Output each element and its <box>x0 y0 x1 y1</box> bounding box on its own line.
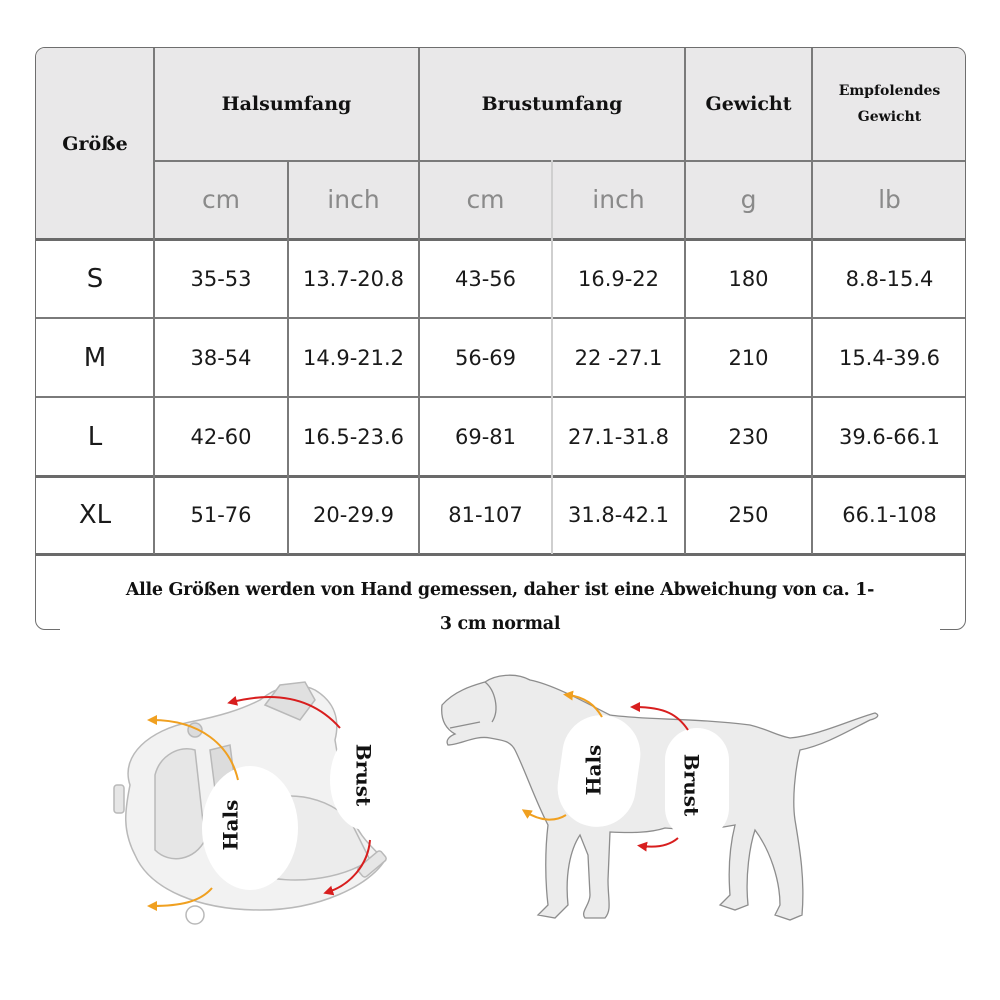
table-row-s-size <box>36 239 154 318</box>
size-label: XL <box>78 500 112 530</box>
neck-inch-value: 16.5-23.6 <box>302 424 405 449</box>
neck-cm-value: 51-76 <box>190 503 252 527</box>
cell <box>154 239 288 318</box>
unit-label: cm <box>466 185 505 214</box>
chest-inch-value: 31.8-42.1 <box>567 503 670 527</box>
chest-cm-value: 69-81 <box>454 424 517 449</box>
chest-cm-value: 56-69 <box>454 345 517 370</box>
header-weight-label: Gewicht <box>705 93 792 115</box>
table-row-l-size <box>36 397 154 476</box>
measurement-note <box>60 573 940 641</box>
header-chest <box>419 48 685 160</box>
cell <box>812 239 966 318</box>
chest-inch-value: 16.9-22 <box>577 266 660 291</box>
cell <box>552 476 685 554</box>
recommended-value: 39.6-66.1 <box>838 424 941 449</box>
header-recommended-line2: Gewicht <box>857 109 922 125</box>
dog-chest-label: Brust <box>679 753 704 817</box>
unit-label: lb <box>878 185 901 214</box>
dog-outline <box>442 675 878 920</box>
cell <box>288 397 419 476</box>
unit-label: g <box>740 185 757 214</box>
harness-chest-label: Brust <box>351 743 376 807</box>
chest-inch-value: 27.1-31.8 <box>567 424 670 449</box>
header-weight <box>685 48 812 160</box>
neck-label-bubble <box>202 766 298 890</box>
weight-value: 210 <box>728 345 769 370</box>
header-chest-label: Brustumfang <box>481 93 623 115</box>
cell <box>685 476 812 554</box>
dog-neck-label: Hals <box>581 744 606 796</box>
weight-value: 250 <box>728 503 769 527</box>
cell <box>288 239 419 318</box>
recommended-value: 15.4-39.6 <box>838 345 941 370</box>
divider <box>36 396 966 398</box>
divider <box>811 48 813 554</box>
divider <box>551 160 553 554</box>
unit-recommended-lb <box>812 160 966 239</box>
cell <box>552 397 685 476</box>
neck-inch-value: 14.9-21.2 <box>302 345 405 370</box>
unit-label: inch <box>327 185 380 214</box>
header-recommended <box>812 48 966 160</box>
divider <box>36 475 966 478</box>
table-row-xl-size <box>36 476 154 554</box>
divider <box>287 160 289 554</box>
size-chart-table <box>35 47 966 630</box>
cell <box>552 239 685 318</box>
cell <box>812 476 966 554</box>
chest-cm-value: 81-107 <box>448 503 523 527</box>
neck-cm-value: 35-53 <box>190 266 252 291</box>
size-label: S <box>86 263 104 294</box>
cell <box>552 318 685 397</box>
cell <box>419 318 552 397</box>
divider <box>153 48 155 554</box>
recommended-value: 8.8-15.4 <box>845 266 934 291</box>
unit-chest-cm <box>419 160 552 239</box>
cell <box>154 476 288 554</box>
cell <box>685 239 812 318</box>
cell <box>812 397 966 476</box>
unit-label: cm <box>201 185 241 214</box>
neck-inch-value: 20-29.9 <box>312 503 395 527</box>
cell <box>685 397 812 476</box>
cell <box>154 318 288 397</box>
unit-chest-inch <box>552 160 685 239</box>
unit-weight-g <box>685 160 812 239</box>
neck-cm-value: 38-54 <box>190 345 252 370</box>
chest-inch-value: 22 -27.1 <box>574 345 663 370</box>
divider <box>684 48 686 554</box>
header-recommended-line1: Empfolendes <box>838 83 941 99</box>
cell <box>419 239 552 318</box>
unit-neck-inch <box>288 160 419 239</box>
unit-label: inch <box>592 185 645 214</box>
size-label: M <box>83 342 107 373</box>
header-size <box>36 48 154 239</box>
measurement-note-line2: 3 cm normal <box>439 614 561 634</box>
cell <box>812 318 966 397</box>
cell <box>685 318 812 397</box>
harness-illustration <box>100 660 420 940</box>
dog-illustration <box>430 660 890 940</box>
measurement-note-line1: Alle Größen werden von Hand gemessen, daher ist eine Abweichung von ca. 1- <box>125 580 875 600</box>
header-neck-label: Halsumfang <box>221 93 352 115</box>
size-label: L <box>87 421 103 452</box>
cell <box>419 397 552 476</box>
neck-cm-value: 42-60 <box>190 424 252 449</box>
recommended-value: 66.1-108 <box>842 503 937 527</box>
neck-inch-value: 13.7-20.8 <box>302 266 405 291</box>
chest-cm-value: 43-56 <box>454 266 517 291</box>
header-size-label: Größe <box>62 132 128 155</box>
divider <box>418 48 420 554</box>
cell <box>288 476 419 554</box>
divider <box>36 238 966 241</box>
weight-value: 230 <box>728 424 769 449</box>
harness-neck-label: Hals <box>218 799 243 851</box>
dog-chest-arrow-bottom-icon <box>642 838 678 847</box>
cell <box>419 476 552 554</box>
unit-neck-cm <box>154 160 288 239</box>
divider <box>36 317 966 319</box>
header-neck <box>154 48 419 160</box>
divider <box>154 160 966 162</box>
cell <box>154 397 288 476</box>
cell <box>288 318 419 397</box>
table-row-m-size <box>36 318 154 397</box>
weight-value: 180 <box>728 266 769 291</box>
